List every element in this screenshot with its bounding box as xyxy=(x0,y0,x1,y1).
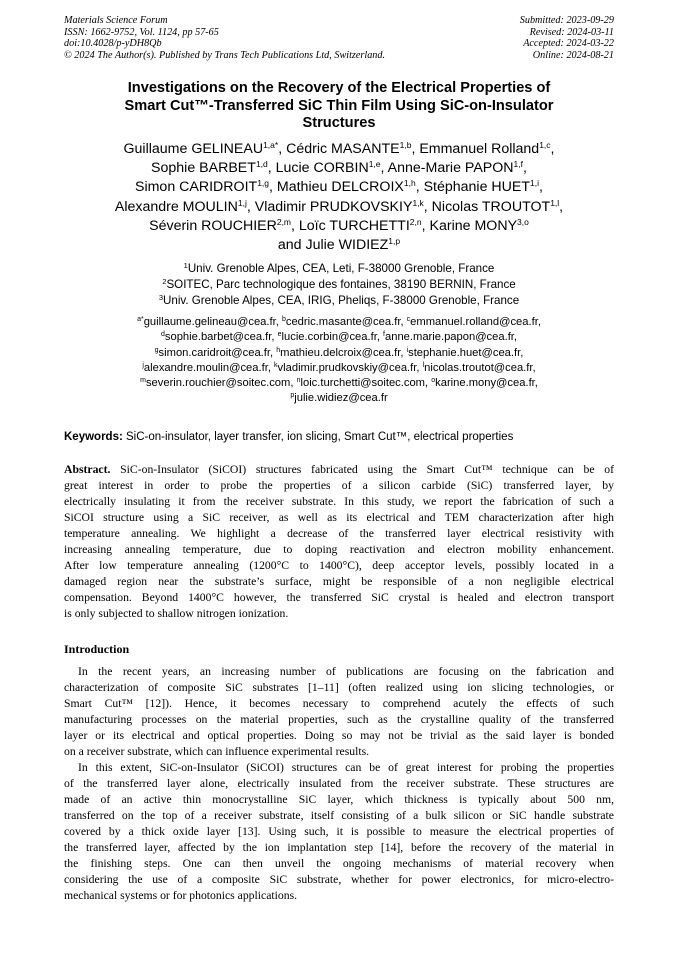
publication-dates xyxy=(520,15,614,61)
introduction-line: characterization of composite SiC substrates [1–11] (often realized using ion slicing technologies, or xyxy=(64,681,614,694)
author-name: Alexandre MOULIN xyxy=(114,198,238,215)
author-affiliation-mark: 1,l xyxy=(550,197,560,208)
email-mark: f xyxy=(383,331,385,339)
author-affiliation-mark: 1,h xyxy=(403,178,416,189)
author-affiliation-mark: 2,m xyxy=(276,216,292,227)
email-mark: h xyxy=(276,346,281,354)
title-line: Investigations on the Recovery of the Electrical Properties of xyxy=(127,80,551,96)
email-address: vladimir.prudkovskiy@cea.fr xyxy=(277,361,417,374)
email-mark: n xyxy=(296,377,301,385)
abstract-line xyxy=(64,558,614,574)
abstract-text: great interest in order to probe the properties of a silicon carbide (SiC) transferred layer, by xyxy=(64,479,614,492)
email-mark: k xyxy=(274,361,278,369)
introduction-body xyxy=(64,664,614,904)
author-affiliation-mark: 2,n xyxy=(409,216,422,227)
email-mark: e xyxy=(277,331,282,339)
email-mark: j xyxy=(142,361,144,369)
affiliation-2: $^2$SOITEC, Parc technologique des fontaines, 38190 BERNIN, France xyxy=(162,276,516,291)
introduction-line: In this extent, SiC-on-Insulator (SiCOI) structures can be of great interest for probing the properties xyxy=(78,761,614,774)
author-line: Simon CARIDROIT$^{1,g}$, Mathieu DELCROIX$^{1,h}$, Stéphanie HUET$^{1,i}$, xyxy=(135,178,543,196)
abstract-line xyxy=(64,542,614,558)
email-address: emmanuel.rolland@cea.fr xyxy=(410,316,538,328)
author-affiliation-mark: 1,b xyxy=(399,140,412,150)
abstract-text: compensation. Beyond 1400°C however, the transferred SiC crystal is healed and electron transport xyxy=(64,591,614,604)
author-name: Cédric MASANTE xyxy=(286,141,400,157)
author-name: Nicolas TROUTOT xyxy=(431,198,551,215)
abstract-text: SiCOI structure using a SiC receiver, as well as its electrical and TEM characterization after high xyxy=(64,511,614,524)
introduction-line: made of an active thin monocrystalline SiC layer, which thickness is typically about 500 nm, xyxy=(64,793,614,806)
author-list xyxy=(40,140,638,255)
author-affiliation-mark: 1,i xyxy=(530,178,540,189)
email-address: julie.widiez@cea.fr xyxy=(294,392,388,405)
abstract-text: SiC-on-Insulator (SiCOI) structures fabricated using the Smart Cut™ technique can be of xyxy=(120,463,615,476)
introduction-line: the transferred layer, affected by the ion implantation step [14], before the recovery of the material in xyxy=(64,841,614,854)
introduction-line: manufacturing processes on the material properties, such as the crystalline quality of the transferred xyxy=(64,713,614,726)
introduction-line: on a receiver substrate, which can influence experimental results. xyxy=(64,745,370,758)
author-name: Simon CARIDROIT xyxy=(135,179,258,196)
email-mark: d xyxy=(160,331,165,339)
abstract-line xyxy=(64,526,614,542)
author-name: Emmanuel Rolland xyxy=(419,141,540,157)
abstract-line xyxy=(64,462,614,478)
email-mark: p xyxy=(290,392,295,400)
email-mark: l xyxy=(422,361,425,369)
author-affiliation-mark: 1,d xyxy=(255,159,268,170)
title-line: Smart Cut™-Transferred SiC Thin Film Using SiC-on-Insulator xyxy=(124,97,554,114)
author-name: Guillaume GELINEAU xyxy=(123,141,264,157)
email-address: alexandre.moulin@cea.fr xyxy=(143,361,268,374)
author-name: Sophie BARBET xyxy=(151,160,256,177)
introduction-line: Smart Cut™ [12]). Hence, it becomes necessary to comprehend acutely the effects of such xyxy=(64,697,614,710)
abstract-text: increasing annealing temperature, due to doping reactivation and electron mobility enhancement. xyxy=(64,543,614,556)
email-address: cedric.masante@cea.fr xyxy=(285,316,401,328)
author-affiliation-mark: 1,f xyxy=(513,159,523,170)
author-affiliation-mark: 1,a* xyxy=(263,140,279,150)
title-line: Structures xyxy=(302,115,376,131)
email-address: karine.mony@cea.fr xyxy=(435,377,535,390)
email-address: guillaume.gelineau@cea.fr xyxy=(143,316,276,328)
author-name: Mathieu DELCROIX xyxy=(276,179,404,196)
abstract-line xyxy=(64,574,614,590)
copyright-line: © 2024 The Author(s). Published by Trans Tech Publications Ltd, Switzerland. xyxy=(64,49,386,61)
author-affiliation-mark: 1,c xyxy=(539,140,551,150)
author-name: Vladimir PRUDKOVSKIY xyxy=(254,198,413,215)
email-mark: b xyxy=(281,316,286,323)
abstract-text: is only subjected to shallow nitrogen ionization. xyxy=(64,607,289,620)
keywords-text: SiC-on-insulator, layer transfer, ion slicing, Smart Cut™, electrical properties xyxy=(126,431,514,443)
introduction-line: transferred on the top of a receiver substrate, itself consisting of a bulk silicon or SiC handle substrate xyxy=(64,809,614,822)
author-affiliation-mark: 1,j xyxy=(237,197,247,208)
author-line: Alexandre MOULIN$^{1,j}$, Vladimir PRUDKOVSKIY$^{1,k}$, Nicolas TROUTOT$^{1,l}$, xyxy=(114,197,564,215)
email-address: anne.marie.papon@cea.fr xyxy=(385,331,514,344)
journal-info xyxy=(64,15,385,61)
author-name: Stéphanie HUET xyxy=(423,179,531,196)
revised-date: Revised: 2024-03-11 xyxy=(529,26,614,38)
email-line: $^g$simon.caridroit@cea.fr, $^h$mathieu.delcroix@cea.fr, $^i$stephanie.huet@cea.fr, xyxy=(154,346,524,359)
email-address: lucie.corbin@cea.fr xyxy=(281,331,377,344)
author-name: Lucie CORBIN xyxy=(275,160,369,177)
email-mark: a* xyxy=(137,316,144,323)
author-name: Karine MONY xyxy=(429,217,518,234)
author-name: Anne-Marie PAPON xyxy=(387,160,514,177)
author-line: Séverin ROUCHIER$^{2,m}$, Loïc TURCHETTI$^{2,n}$, Karine MONY$^{3,o}$ xyxy=(149,216,529,234)
keywords-label: Keywords: xyxy=(64,431,123,443)
paper-title xyxy=(60,80,618,133)
introduction-line: layer or its electrical and optical properties. Doing so may not be trivial as the said layer is bonded xyxy=(64,729,614,742)
abstract-line xyxy=(64,590,614,606)
introduction-line: In the recent years, an increasing number of publications are focusing on the fabrication and xyxy=(78,665,614,678)
keywords xyxy=(64,430,614,444)
email-mark: i xyxy=(406,346,409,354)
affiliations xyxy=(40,261,638,308)
online-date: Online: 2024-08-21 xyxy=(532,49,614,61)
email-list xyxy=(40,315,638,407)
author-line: Guillaume $GELINEAU^{1,a*}$, Cédric MASANTE$^{1,b}$, Emmanuel Rolland$^{1,c}$, xyxy=(123,140,555,157)
email-line xyxy=(40,391,638,406)
abstract-text: damaged region near the substrate’s surface, might be responsible of a non negligible electrical xyxy=(64,575,614,588)
author-affiliation-mark: 1,p xyxy=(388,236,401,247)
submitted-date: Submitted: 2023-09-29 xyxy=(519,15,614,26)
email-address: sophie.barbet@cea.fr xyxy=(164,331,272,344)
abstract-line xyxy=(64,478,614,494)
journal-name: Materials Science Forum xyxy=(64,15,168,26)
abstract-text: After low temperature annealing (1200°C to 1400°C), deep acceptor levels, possibly located in a xyxy=(64,559,614,572)
email-line: $^d$sophie.barbet@cea.fr, $^e$lucie.corbin@cea.fr, $^f$anne.marie.papon@cea.fr, xyxy=(160,331,518,344)
abstract xyxy=(64,462,614,622)
author-name: Loïc TURCHETTI xyxy=(298,217,410,234)
introduction-line: covered by a thick oxide layer [13]. Using such, it is possible to measure the electrical properties of xyxy=(64,825,614,838)
author-name: Séverin ROUCHIER xyxy=(149,217,277,234)
author-affiliation-mark: 3,o xyxy=(517,216,529,227)
introduction-line: of the transferred layer alone, electrically insulated from the receiver substrate. These structures are xyxy=(64,777,614,790)
email-line: $^{a*}$guillaume.gelineau@cea.fr, $^b$cedric.masante@cea.fr, $^c$emmanuel.rolland@cea.fr, xyxy=(137,316,541,328)
abstract-line xyxy=(64,606,614,622)
email-address: stephanie.huet@cea.fr xyxy=(408,346,521,359)
email-mark: g xyxy=(154,346,159,354)
email-line: $^m$severin.rouchier@soitec.com, $^n$loic.turchetti@soitec.com, $^o$karine.mony@cea.fr, xyxy=(140,377,538,390)
introduction-line: mechanical systems or for photonics applications. xyxy=(64,889,298,902)
introduction-heading: Introduction xyxy=(64,642,130,656)
author-affiliation-mark: 1,k xyxy=(412,197,424,208)
introduction-line: the finishing steps. One can then unveil the ongoing mechanisms of material recovery when xyxy=(64,857,614,870)
introduction-line: considering the use of a composite SiC substrate, whether for power electronics, for micro-electro- xyxy=(64,873,614,886)
email-mark: o xyxy=(431,377,436,385)
abstract-line xyxy=(64,494,614,510)
email-line: $^j$alexandre.moulin@cea.fr, $^k$vladimir.prudkovskiy@cea.fr, $^l$nicolas.troutot@cea.fr, xyxy=(142,361,536,374)
author-affiliation-mark: 1,e xyxy=(368,159,381,170)
abstract-label: Abstract. xyxy=(64,463,111,476)
author-line xyxy=(40,236,638,255)
issn-line: ISSN: 1662-9752, Vol. 1124, pp 57-65 xyxy=(64,26,219,38)
email-address: nicolas.troutot@cea.fr xyxy=(424,361,533,374)
doi-line: doi:10.4028/p-yDH8Qb xyxy=(64,38,162,49)
affiliation-1: $^1$Univ. Grenoble Alpes, CEA, Leti, F-38000 Grenoble, France xyxy=(183,261,495,275)
author-line: Sophie BARBET$^{1,d}$, Lucie CORBIN$^{1,e}$, Anne-Marie PAPON$^{1,f}$, xyxy=(151,159,527,177)
abstract-text: temperature annealing. We highlight a decrease of the transferred layer electrical resistivity with xyxy=(64,527,614,540)
email-mark: m xyxy=(140,377,146,385)
author-affiliation-mark: 1,g xyxy=(257,178,270,189)
email-address: severin.rouchier@soitec.com xyxy=(145,377,291,390)
email-address: mathieu.delcroix@cea.fr xyxy=(280,346,401,359)
abstract-line xyxy=(64,510,614,526)
accepted-date: Accepted: 2024-03-22 xyxy=(523,38,614,49)
affiliation-3: $^3$Univ. Grenoble Alpes, CEA, IRIG, Pheliqs, F-38000 Grenoble, France xyxy=(158,292,520,307)
email-address: simon.caridroit@cea.fr xyxy=(158,346,271,359)
email-mark: c xyxy=(406,316,411,323)
email-address: loic.turchetti@soitec.com xyxy=(300,377,425,390)
abstract-text: electrically insulating it from the receiver substrate. In this study, we report the fabrication of such a xyxy=(64,495,614,508)
author-name: and Julie WIDIEZ xyxy=(277,237,389,254)
